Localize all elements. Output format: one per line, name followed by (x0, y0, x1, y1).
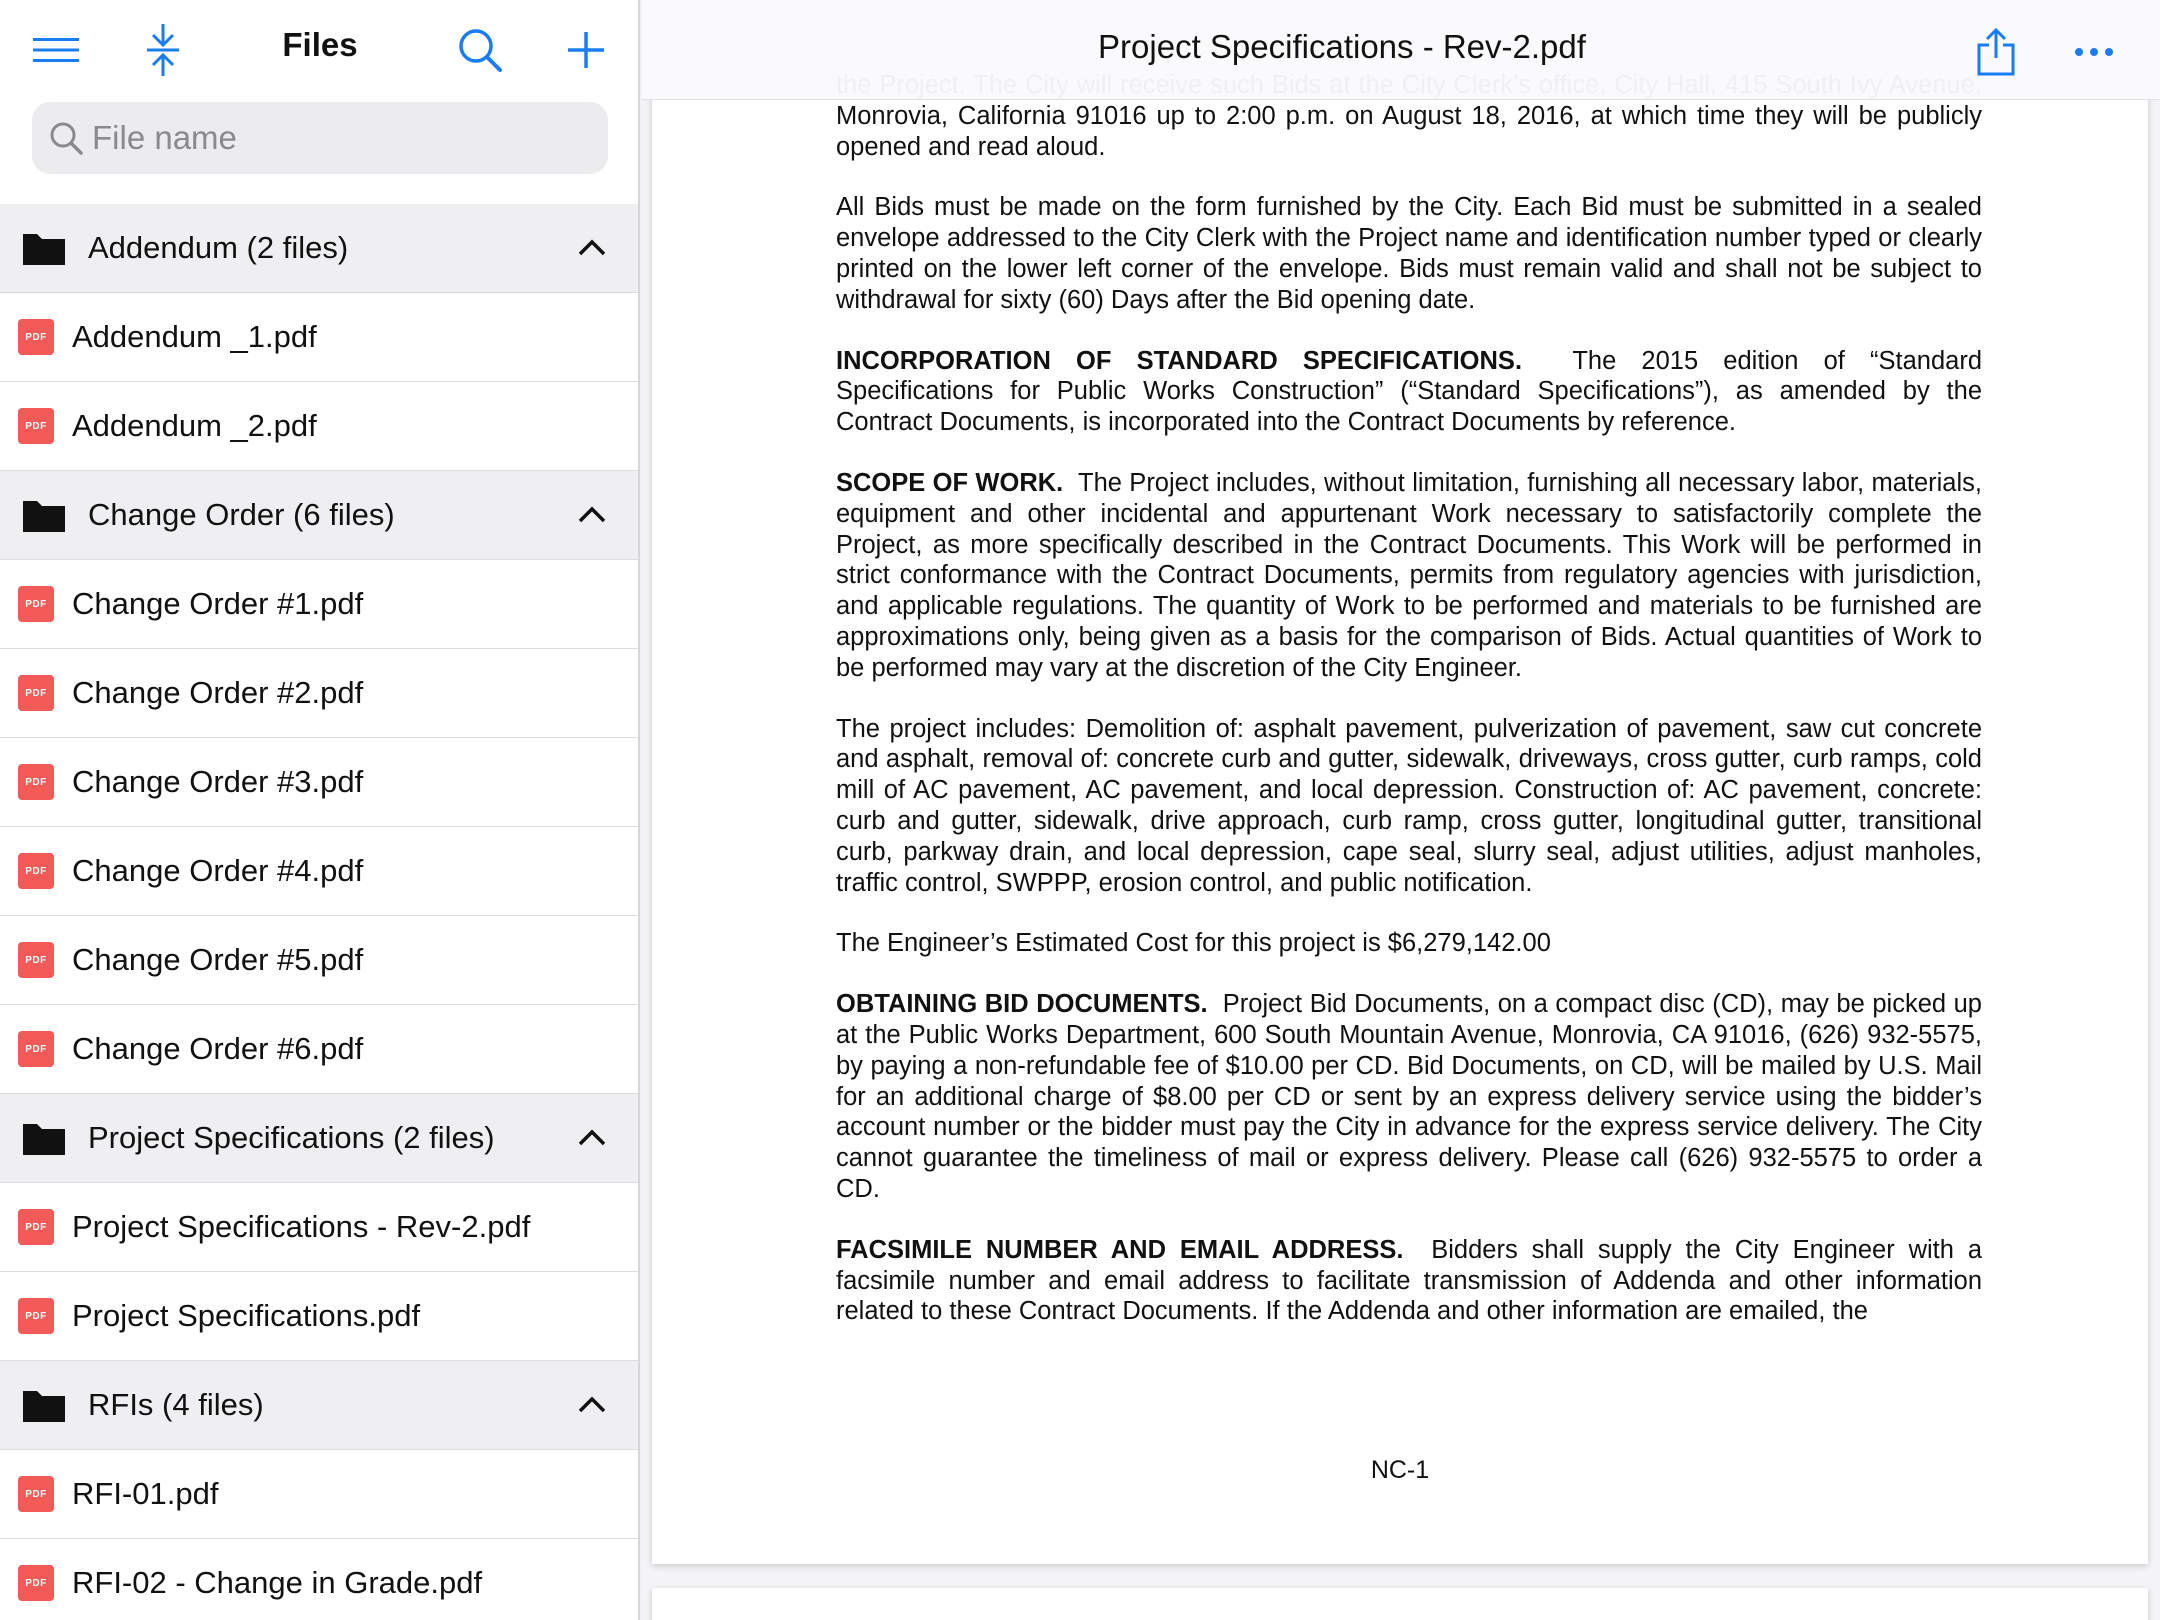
more-dots-icon (2074, 47, 2114, 57)
paragraph-heading: INCORPORATION OF STANDARD SPECIFICATIONS. (836, 346, 1523, 375)
menu-button[interactable] (24, 20, 88, 80)
pdf-file-icon: PDF (18, 319, 54, 355)
file-name: Change Order #2.pdf (72, 675, 364, 710)
file-row[interactable] (0, 560, 638, 649)
file-row[interactable] (0, 827, 638, 916)
plus-icon (566, 30, 606, 70)
more-button[interactable] (2062, 20, 2126, 84)
pdf-file-icon: PDF (18, 853, 54, 889)
file-name: Change Order #4.pdf (72, 853, 364, 888)
page-number: NC-1 (1370, 1456, 1430, 1484)
search-button[interactable] (448, 20, 512, 80)
file-row[interactable] (0, 382, 638, 471)
paragraph-text: The project includes: Demolition of: asphalt pavement, pulverization of pavement, saw cut concrete and asphalt, removal of: concrete curb and gutter, sidewalk, driveways, cross gutter, curb ramps, cold mill of AC pavement, AC pavement, and local depression. Construction of: AC pavement, concrete: curb and gutter, sidewalk, drive approach, curb ramp, cross gutter, longitudinal gutter, transitional curb, parkway drain, and local depression, cape seal, slurry seal, adjust utilities, adjust manholes, traffic control, SWPPP, erosion control, and public notification. (836, 714, 1982, 897)
file-row[interactable] (0, 1272, 638, 1361)
paragraph-text: The Project includes, without limitation, furnishing all necessary labor, materials, equipment and other incidental and appurtenant Work necessary to satisfactorily complete the Project, as more specifically described in the Contract Documents. This Work will be performed in strict conformance with the Contract Documents, permits from regulatory agencies with jurisdiction, and applicable regulations. The quantity of Work to be performed and materials to be furnished are approximations only, being given as a basis for the comparison of Bids. Actual quantities of Work to be performed may vary at the discretion of the City Engineer. (836, 468, 1982, 682)
pdf-file-icon: PDF (18, 1031, 54, 1067)
document-title: Project Specifications - Rev-2.pdf (1098, 28, 1586, 65)
file-name: Change Order #6.pdf (72, 1031, 364, 1066)
pdf-file-icon: PDF (18, 1209, 54, 1245)
file-name: Project Specifications.pdf (72, 1298, 421, 1333)
group-change-order[interactable] (0, 471, 638, 560)
paragraph-text: Project Bid Documents, on a compact disc (CD), may be picked up at the Public Works Department, 600 South Mountain Avenue, Monrovia, CA 91016, (626) 932-5575, by paying a non-refundable fee of $10.00 per CD. Bid Documents, on CD, will be mailed by U.S. Mail for an additional charge of $8.00 per CD or sent by an express delivery service using the bidder’s account number or the bidder must pay the City in advance for the express service delivery. The City cannot guarantee the timeliness of mail or express delivery. Please call (626) 932-5575 to order a CD. (836, 990, 1982, 1203)
group-label: Addendum (2 files) (88, 230, 349, 265)
chevron-up-icon[interactable] (574, 1387, 610, 1423)
paragraph (836, 192, 1982, 315)
file-list (0, 204, 638, 1620)
page-content (836, 70, 1982, 1357)
chevron-up-icon[interactable] (574, 1120, 610, 1156)
pdf-file-icon: PDF (18, 942, 54, 978)
pdf-page (652, 0, 2148, 1564)
pdf-file-icon: PDF (18, 1476, 54, 1512)
pdf-file-icon: PDF (18, 1565, 54, 1601)
next-pdf-page (652, 1588, 2148, 1620)
paragraph (836, 989, 1982, 1205)
file-row[interactable] (0, 916, 638, 1005)
group-label: Change Order (6 files) (88, 497, 395, 532)
paragraph-text: Bidders shall supply the City Engineer with a facsimile number and email address to facilitate transmission of Addenda and other information related to these Contract Documents. If the Addenda and other information are emailed, the (836, 1235, 1983, 1326)
paragraph-heading: FACSIMILE NUMBER AND EMAIL ADDRESS. (836, 1235, 1404, 1264)
paragraph (836, 468, 1982, 684)
pdf-file-icon: PDF (18, 586, 54, 622)
paragraph-text: The Engineer’s Estimated Cost for this project is $6,279,142.00 (836, 929, 1551, 958)
paragraph-heading: SCOPE OF WORK. (836, 468, 1064, 497)
file-row[interactable] (0, 1450, 638, 1539)
chevron-up-icon[interactable] (574, 230, 610, 266)
file-row[interactable] (0, 738, 638, 827)
search-field-icon (46, 118, 86, 158)
file-row[interactable] (0, 293, 638, 382)
paragraph-text: Monrovia, California 91016 up to 2:00 p.m. on August 18, 2016, at which time they will be publicly opened and read aloud. (836, 101, 1982, 161)
pdf-file-icon: PDF (18, 764, 54, 800)
sidebar-toolbar (0, 0, 638, 100)
group-label: Project Specifications (2 files) (88, 1120, 495, 1155)
sidebar-title: Files (282, 26, 358, 63)
file-name: Project Specifications - Rev-2.pdf (72, 1209, 531, 1244)
pdf-file-icon: PDF (18, 675, 54, 711)
folder-icon (22, 1387, 66, 1423)
share-icon (1976, 28, 2016, 76)
group-rfis[interactable] (0, 1361, 638, 1450)
pdf-file-icon: PDF (18, 408, 54, 444)
add-button[interactable] (554, 20, 618, 80)
file-row[interactable] (0, 1539, 638, 1620)
file-name: Change Order #5.pdf (72, 942, 364, 977)
viewer-toolbar (642, 0, 2160, 100)
search-icon (457, 27, 503, 73)
paragraph-text: All Bids must be made on the form furnished by the City. Each Bid must be submitted in a sealed envelope addressed to the City Clerk with the Project name and identification number typed or clearly printed on the lower left corner of the envelope. Bids must remain valid and shall not be subject to withdrawal for sixty (60) Days after the Bid opening date. (836, 193, 1982, 314)
pdf-viewer[interactable] (642, 0, 2160, 1620)
sidebar (0, 0, 640, 1620)
folder-icon (22, 1120, 66, 1156)
paragraph (836, 714, 1982, 899)
chevron-up-icon[interactable] (574, 497, 610, 533)
share-button[interactable] (1964, 20, 2028, 84)
group-addendum[interactable] (0, 204, 638, 293)
folder-icon (22, 230, 66, 266)
paragraph (836, 928, 1982, 959)
file-name: Addendum _1.pdf (72, 319, 317, 354)
group-label: RFIs (4 files) (88, 1387, 264, 1422)
file-name: RFI-01.pdf (72, 1476, 219, 1511)
folder-icon (22, 497, 66, 533)
file-row[interactable] (0, 649, 638, 738)
search-field[interactable] (32, 102, 608, 174)
paragraph (836, 346, 1982, 438)
file-name: Addendum _2.pdf (72, 408, 317, 443)
paragraph-text: The 2015 edition of “Standard Specifications for Public Works Construction” (“Standard Specifications”), as amended by the Contract Documents, is incorporated into the Contract Documents by reference. (836, 346, 1983, 437)
paragraph (836, 1235, 1982, 1327)
file-name: RFI-02 - Change in Grade.pdf (72, 1565, 483, 1600)
collapse-arrows-icon (143, 24, 183, 76)
pdf-file-icon: PDF (18, 1298, 54, 1334)
hamburger-menu-icon (33, 35, 79, 65)
file-name: Change Order #3.pdf (72, 764, 364, 799)
paragraph-heading: OBTAINING BID DOCUMENTS. (836, 990, 1208, 1019)
group-project-specifications[interactable] (0, 1094, 638, 1183)
file-name: Change Order #1.pdf (72, 586, 364, 621)
file-row-selected[interactable] (0, 1183, 638, 1272)
file-row[interactable] (0, 1005, 638, 1094)
search-input[interactable] (92, 119, 592, 157)
collapse-all-button[interactable] (131, 20, 195, 80)
